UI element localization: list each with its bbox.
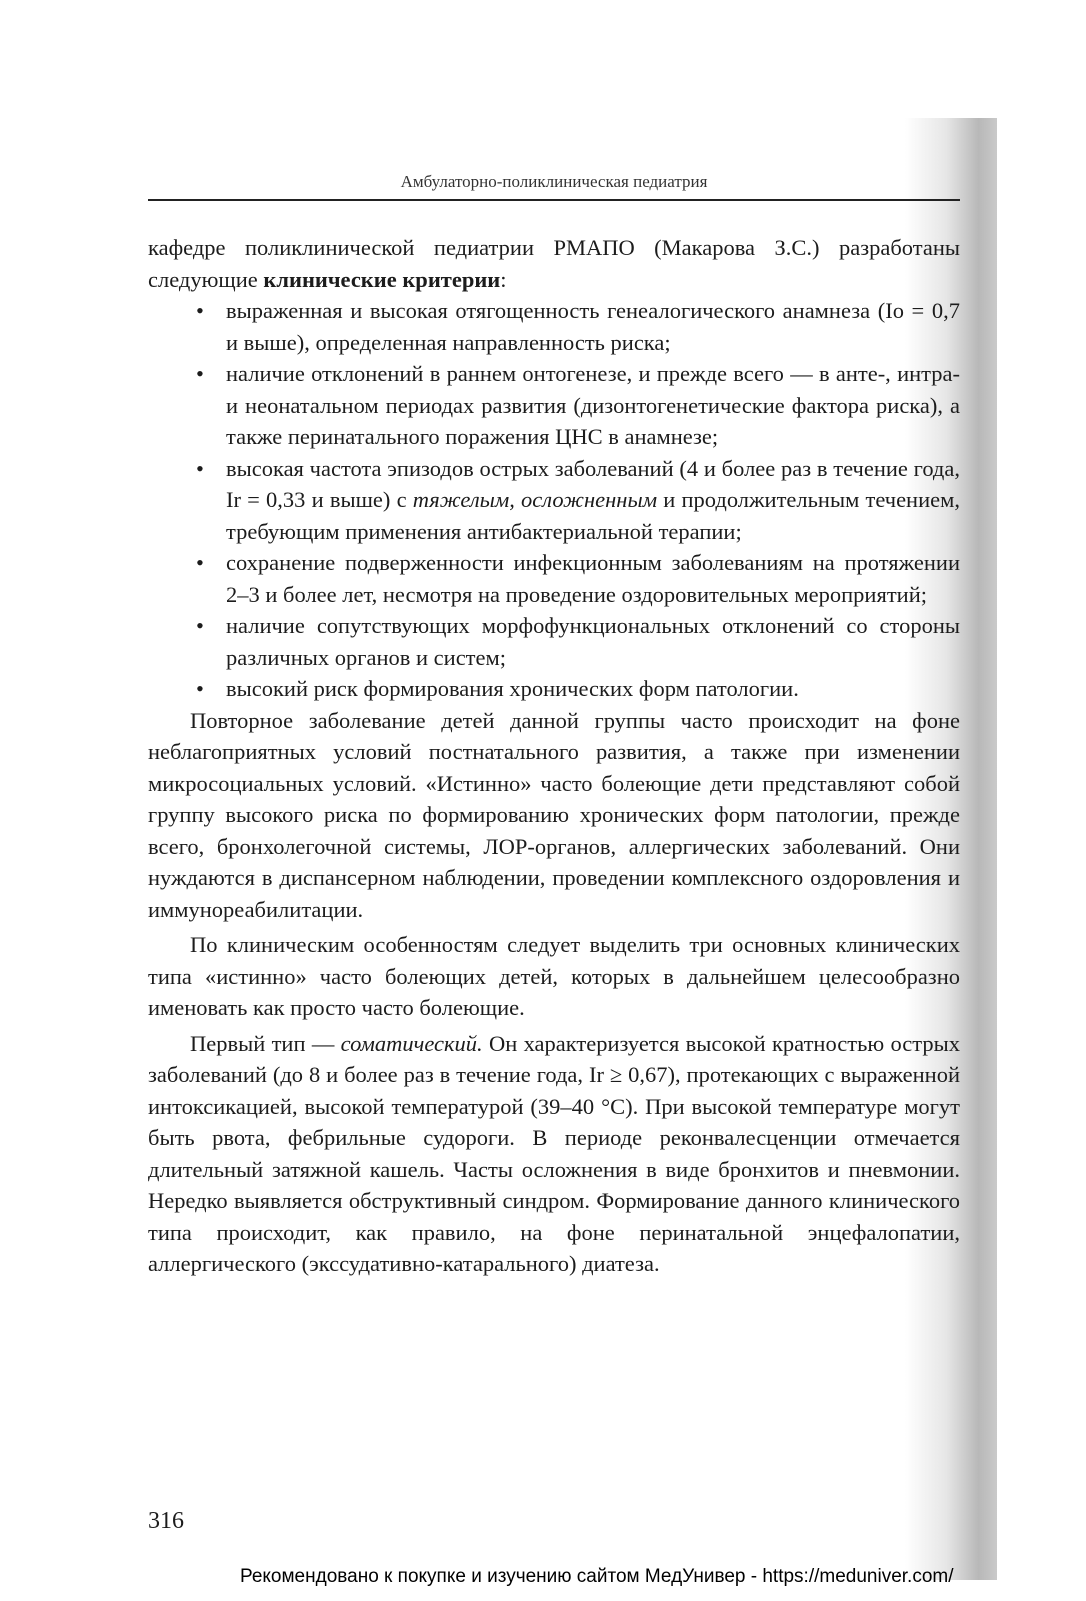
first-type-text: Первый тип —	[190, 1030, 341, 1056]
intro-text: кафедре поликлинической педиатрии РМАПО (Макарова З.С.) разработаны следующие	[148, 235, 960, 292]
criteria-item-text: наличие сопутствующих морфофункциональных отклонений со стороны различных органов и систем;	[226, 613, 960, 670]
paragraph-clinical-types: По клиническим особенностям следует выделить три основных клинических типа «истинно» часто болеющих детей, которых в дальнейшем целесообразно именовать как просто часто болеющие.	[148, 932, 960, 1020]
page-number: 316	[148, 1508, 184, 1534]
criteria-item	[148, 358, 960, 453]
intro-bold-term: клинические критерии	[263, 266, 501, 292]
criteria-list	[148, 295, 960, 705]
criteria-item-text: выраженная и высокая отягощенность генеалогического анамнеза (Io = 0,7 и выше), определенная направленность риска;	[226, 298, 960, 355]
criteria-item	[148, 610, 960, 673]
criteria-item-text: сохранение подверженности инфекционным заболеваниям на протяжении 2–3 и более лет, несмотря на проведение оздоровительных мероприятий;	[226, 550, 960, 607]
first-type-text: Он характеризуется высокой кратностью острых заболеваний (до 8 и более раз в течение года, Ir ≥ 0,67), протекающих с выраженной интоксикацией, высокой температурой (39–40 °С). При высокой температуре могут быть рвота, фебрильные судороги. В периоде реконвалесценции отмечается длительный затяжной кашель. Часты осложнения в виде бронхитов и пневмонии. Нередко выявляется обструктивный синдром. Формирование данного клинического типа происходит, как правило, на фоне перинатальной энцефалопатии, аллергического (экссудативно-катарального) диатеза.	[148, 1030, 961, 1276]
paragraph-first-type	[148, 1028, 960, 1280]
running-title: Амбулаторно-поликлиническая педиатрия	[400, 172, 708, 191]
page-body	[148, 232, 960, 1280]
running-header	[148, 172, 960, 201]
intro-colon: :	[500, 266, 507, 292]
criteria-item-text: высокая частота эпизодов острых заболеваний (4 и более раз в течение года, Ir = 0,33 и выше) с	[226, 455, 960, 512]
criteria-item	[148, 295, 960, 358]
criteria-item	[148, 453, 960, 548]
criteria-item-text: и продолжительным течением, требующим применения антибактериальной терапии;	[226, 487, 960, 544]
criteria-item	[148, 673, 960, 705]
footer-note: Рекомендовано к покупке и изучению сайтом МедУнивер - https://meduniver.com/	[240, 1566, 954, 1587]
paragraph-repeat-illness: Повторное заболевание детей данной группы часто происходит на фоне неблагоприятных условий постнатального развития, а также при изменении микросоциальных условий. «Истинно» часто болеющие дети представляют собой группу высокого риска по формированию хронических форм патологии, прежде всего, бронхолегочной системы, ЛОР-органов, аллергических заболеваний. Они нуждаются в диспансерном наблюдении, проведении комплексного оздоровления и иммунореабилитации.	[148, 707, 960, 922]
criteria-item-text: наличие отклонений в раннем онтогенезе, и прежде всего — в анте-, интра- и неонатальном периодах развития (дизонтогенетические фактора риска), а также перинатального поражения ЦНС в анамнезе;	[226, 361, 960, 449]
criteria-item-text: высокий риск формирования хронических форм патологии.	[226, 676, 799, 701]
intro-paragraph	[148, 232, 960, 295]
first-type-italic: соматический.	[340, 1030, 483, 1056]
criteria-item-italic: тяжелым, осложненным	[412, 487, 658, 512]
criteria-item	[148, 547, 960, 610]
